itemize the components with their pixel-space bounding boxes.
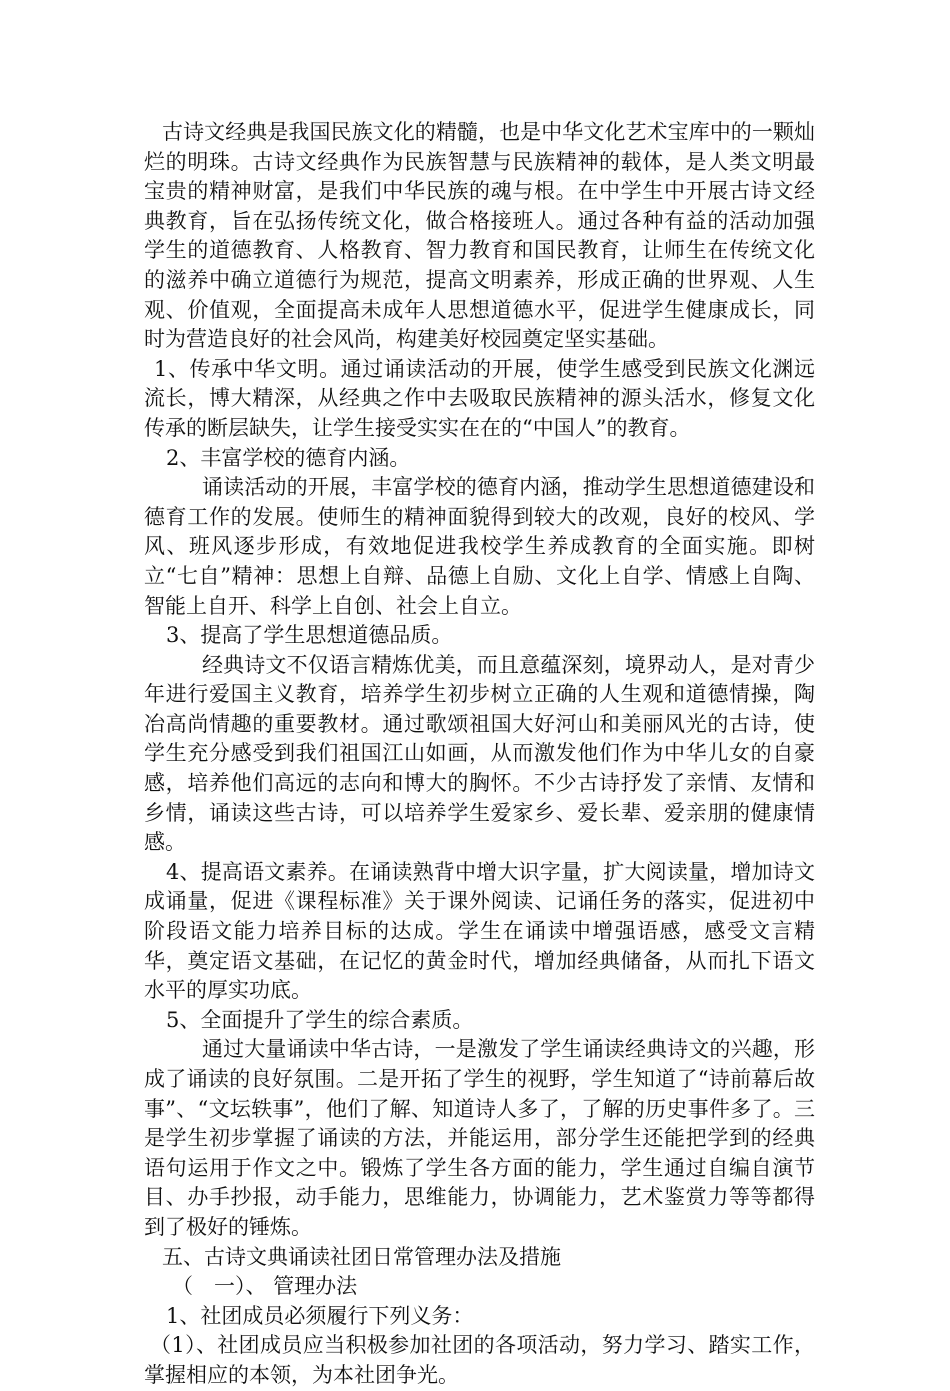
section-5-heading: 五、古诗文典诵读社团日常管理办法及措施 [162, 1244, 561, 1269]
point-2-body: 诵读活动的开展，丰富学校的德育内涵，推动学生思想道德建设和德育工作的发展。使师生的精神面貌得到较大的改观，良好的校风、学风、班风逐步形成，有效地促进我校学生养成教育的全面实施。即树立“七自”精神：思想上自辩、品德上自励、文化上自学、情感上自陶、智能上自开、科学上自创、社会上自立。 [144, 475, 815, 618]
point-4-paragraph: 4、提高语文素养。在诵读熟背中增大识字量，扩大阅读量，增加诗文成诵量，促进《课程标准》关于课外阅读、记诵任务的落实，促进初中阶段语文能力培养目标的达成。学生在诵读中增强语感，感受文言精华，奠定语文基础，在记忆的黄金时代，增加经典储备，从而扎下语文水平的厚实功底。 [144, 859, 815, 1003]
point-3-heading: 3、提高了学生思想道德品质。 [166, 623, 453, 648]
intro-paragraph: 古诗文经典是我国民族文化的精髓，也是中华文化艺术宝库中的一颗灿烂的明珠。古诗文经典作为民族智慧与民族精神的载体，是人类文明最宝贵的精神财富，是我们中华民族的魂与根。在中学生中开展古诗文经典教育，旨在弘扬传统文化，做合格接班人。通过各种有益的活动加强学生的道德教育、人格教育、智力教育和国民教育，让师生在传统文化的滋养中确立道德行为规范，提高文明素养，形成正确的世界观、人生观、价值观，全面提高未成年人思想道德水平，促进学生健康成长，同时为营造良好的社会风尚，构建美好校园奠定坚实基础。 [144, 120, 815, 352]
point-1-paragraph: 1、传承中华文明。通过诵读活动的开展，使学生感受到民族文化渊远流长，博大精深，从经典之作中去吸取民族精神的源头活水，修复文化传承的断层缺失，让学生接受实实在在的“中国人”的教育。 [144, 356, 815, 440]
point-5-body: 通过大量诵读中华古诗，一是激发了学生诵读经典诗文的兴趣，形成了诵读的良好氛围。二是开拓了学生的视野，学生知道了“诗前幕后故事”、“文坛轶事”，他们了解、知道诗人多了，了解的历史事件多了。三是学生初步掌握了诵读的方法，并能运用，部分学生还能把学到的经典语句运用于作文之中。锻炼了学生各方面的能力，学生通过自编自演节目、办手抄报，动手能力，思维能力，协调能力，艺术鉴赏力等等都得到了极好的锤炼。 [144, 1037, 815, 1239]
point-3-body: 经典诗文不仅语言精炼优美，而且意蕴深刻，境界动人，是对青少年进行爱国主义教育，培养学生初步树立正确的人生观和道德情操，陶冶高尚情趣的重要教材。通过歌颂祖国大好河山和美丽风光的古诗，使学生充分感受到我们祖国江山如画，从而激发他们作为中华儿女的自豪感，培养他们高远的志向和博大的胸怀。不少古诗抒发了亲情、友情和乡情，诵读这些古诗，可以培养学生爱家乡、爱长辈、爱亲朋的健康情感。 [144, 652, 815, 855]
management-subheading: （ 一）、 管理办法 [172, 1274, 358, 1299]
point-5-heading: 5、全面提升了学生的综合素质。 [166, 1007, 474, 1032]
point-2-heading: 2、丰富学校的德育内涵。 [166, 445, 411, 470]
duty-1-paragraph: （1）、社团成员应当积极参加社团的各项活动，努力学习、踏实工作，掌握相应的本领，为本社团争光。 [144, 1333, 815, 1387]
member-duties-heading: 1、社团成员必须履行下列义务： [166, 1303, 474, 1328]
